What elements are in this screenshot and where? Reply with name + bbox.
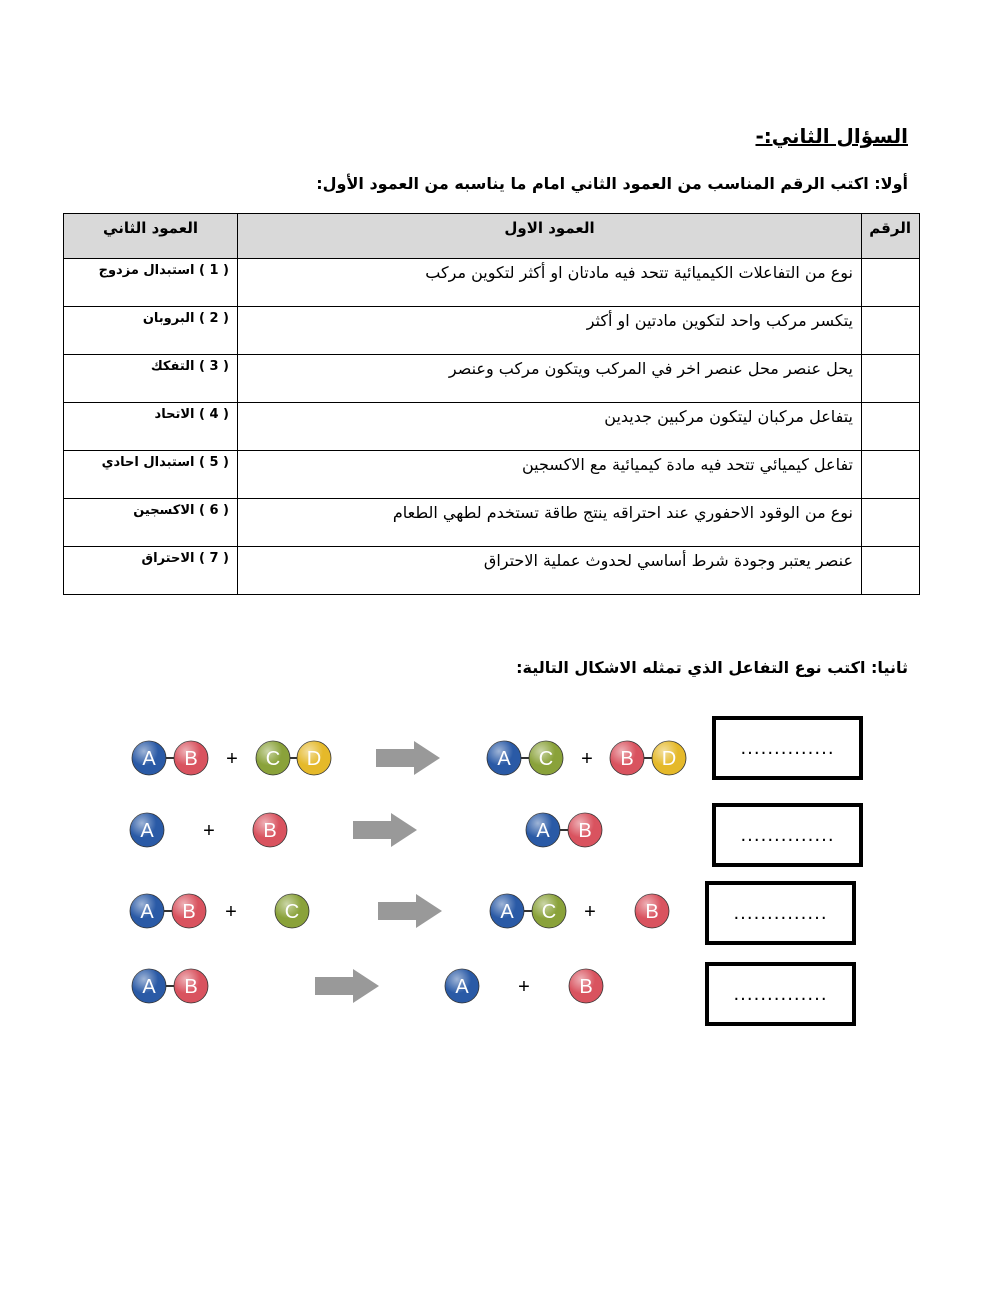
plus-sign: + [581,748,593,770]
atom-label: B [263,820,277,842]
plus-sign: + [203,820,215,842]
atom-label: B [579,976,593,998]
answer-box-2[interactable]: .............. [712,803,863,867]
column-one-cell: عنصر يعتبر وجودة شرط أساسي لحدوث عملية الاحتراق [238,547,862,595]
part1-instruction: أولا: اكتب الرقم المناسب من العمود الثاني امام ما يناسبه من العمود الأول: [316,174,908,193]
atom-label: C [541,901,557,923]
column-two-cell: ( 5 ) استبدال احادي [64,451,238,499]
answer-box-4[interactable]: .............. [705,962,856,1026]
atom-label: A [140,901,154,923]
atom-label: A [142,748,156,770]
plus-sign: + [226,748,238,770]
atom-label: B [620,748,634,770]
answer-box-1[interactable]: .............. [712,716,863,780]
atom-label: B [184,748,198,770]
plus-sign: + [518,976,530,998]
column-one-cell: يتفاعل مركبان ليتكون مركبين جديدين [238,403,862,451]
header-number: الرقم [862,214,920,259]
atom-label: B [182,901,196,923]
plus-sign: + [225,901,237,923]
atom-label: D [661,748,677,770]
column-two-cell: ( 3 ) التفكك [64,355,238,403]
column-one-cell: تفاعل كيميائي تتحد فيه مادة كيميائية مع الاكسجين [238,451,862,499]
atom-label: A [500,901,514,923]
answer-box-3[interactable]: .............. [705,881,856,945]
column-two-cell: ( 1 ) استبدال مزدوج [64,259,238,307]
atom-label: D [306,748,322,770]
page-title: السؤال الثاني:- [755,124,908,148]
column-one-cell: نوع من التفاعلات الكيميائية تتحد فيه مادتان او أكثر لتكوين مركب [238,259,862,307]
column-two-cell: ( 7 ) الاحتراق [64,547,238,595]
atom-label: C [538,748,554,770]
atom-label: B [184,976,198,998]
atom-label: B [578,820,592,842]
header-column-two: العمود الثاني [64,214,238,259]
column-one-cell: يتكسر مركب واحد لتكوين مادتين او أكثر [238,307,862,355]
part2-instruction: ثانيا: اكتب نوع التفاعل الذي تمثله الاشكال التالية: [516,658,908,677]
reaction-arrow-icon [378,894,442,928]
column-one-cell: يحل عنصر محل عنصر اخر في المركب ويتكون مركب وعنصر [238,355,862,403]
header-column-one: العمود الاول [238,214,862,259]
column-two-cell: ( 4 ) الاتحاد [64,403,238,451]
atom-label: C [284,901,300,923]
atom-label: C [265,748,281,770]
reaction-arrow-icon [315,969,379,1003]
atom-label: A [140,820,154,842]
atom-label: A [455,976,469,998]
atom-label: A [536,820,550,842]
plus-sign: + [584,901,596,923]
atom-label: A [497,748,511,770]
atom-label: A [142,976,156,998]
reaction-arrow-icon [353,813,417,847]
column-one-cell: نوع من الوقود الاحفوري عند احتراقه ينتج طاقة تستخدم لطهي الطعام [238,499,862,547]
reaction-arrow-icon [376,741,440,775]
column-two-cell: ( 2 ) البروبان [64,307,238,355]
column-two-cell: ( 6 ) الاكسجين [64,499,238,547]
atom-label: B [645,901,659,923]
